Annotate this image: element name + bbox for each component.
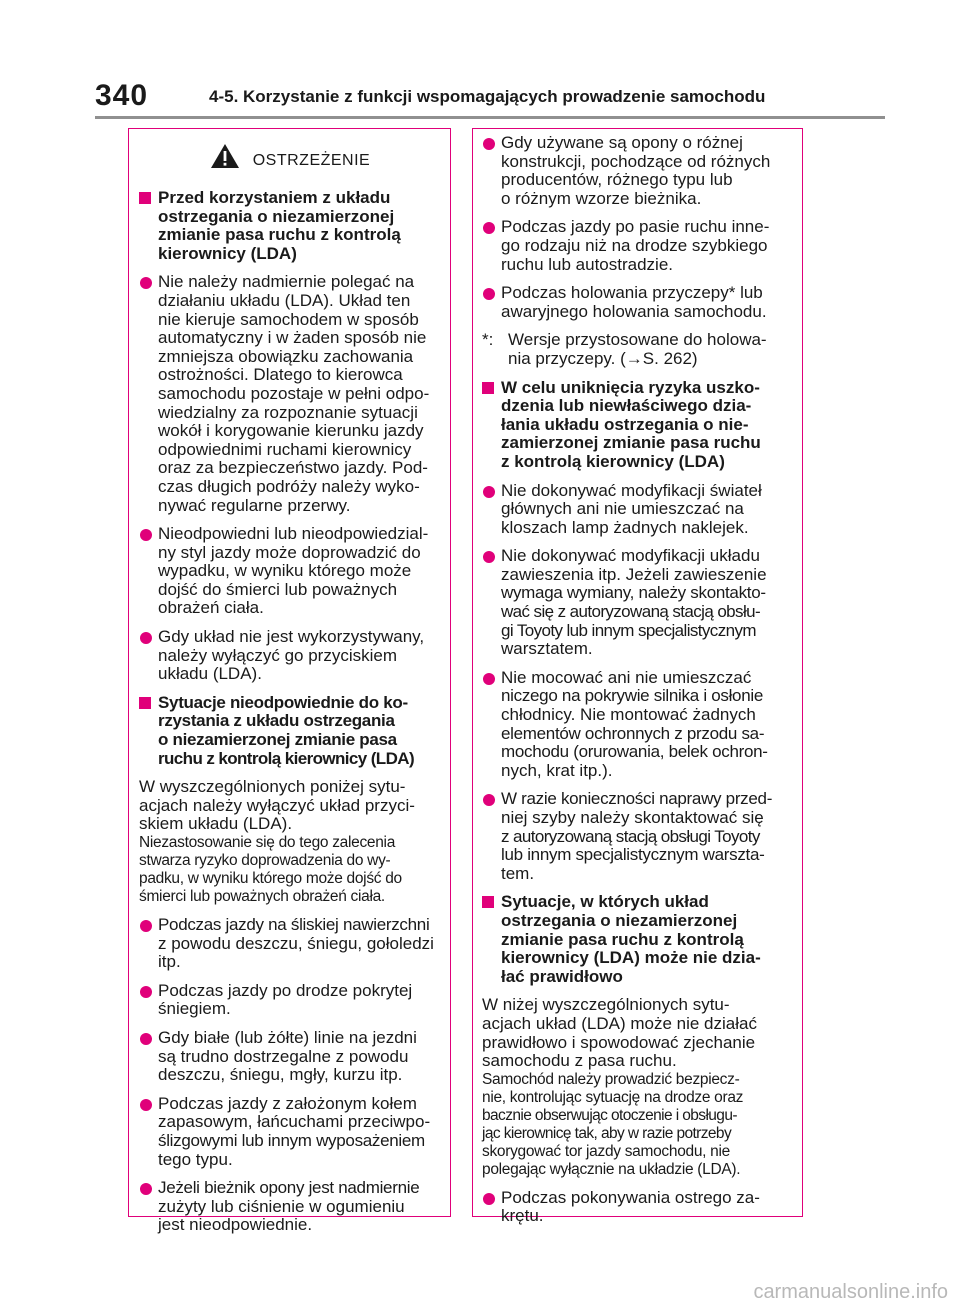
text-line: odpowiednimi ruchami kierownicy	[158, 439, 412, 459]
bullet-icon	[483, 486, 495, 498]
footnote	[482, 331, 793, 368]
text-line: Podczas pokonywania ostrego za-	[501, 1187, 760, 1207]
text-line: deszczu, śniegu, mgły, kurzu itp.	[158, 1065, 403, 1085]
list-item	[482, 134, 793, 208]
text-line: nywać regularne przerwy.	[158, 495, 351, 515]
text-line: jąc kierownicę tak, aby w razie potrzeby	[482, 1124, 732, 1142]
bullet-icon	[483, 138, 495, 150]
text-line: niczego na pokrywie silnika i osłonie	[501, 686, 763, 706]
heading-line: W celu uniknięcia ryzyka uszko-	[501, 377, 760, 397]
heading-line: ruchu z kontrolą kierownicy (LDA)	[158, 748, 415, 768]
bullet-icon	[140, 529, 152, 541]
text-line: go rodzaju niż na drodze szybkiego	[501, 235, 768, 255]
square-bullet-icon	[482, 382, 494, 394]
bullet-icon	[140, 1033, 152, 1045]
bullet-icon	[483, 673, 495, 685]
list-item	[482, 547, 793, 659]
text-line: zawieszenia itp. Jeżeli zawieszenie	[501, 564, 767, 584]
text-line: śmierci lub poważnych obrażeń ciała.	[139, 888, 385, 905]
bullet-icon	[140, 920, 152, 932]
section-heading	[139, 189, 441, 263]
text-line: acjach układ (LDA) może nie działać	[482, 1013, 757, 1033]
list-item	[482, 284, 793, 321]
bullet-icon	[140, 986, 152, 998]
text-line: działaniu układu (LDA). Układ ten	[158, 290, 411, 310]
text-line: zmniejsza obowiązku zachowania	[158, 346, 414, 366]
text-line: głównych ani nie umieszczać na	[501, 499, 744, 519]
square-bullet-icon	[482, 896, 494, 908]
section-heading	[139, 694, 441, 768]
heading-line: ostrzegania o niezamierzonej	[158, 206, 395, 226]
text-line: chłodnicy. Nie montować żadnych	[501, 705, 756, 725]
text-line: Podczas jazdy po drodze pokrytej	[158, 980, 413, 1000]
text-line: z powodu deszczu, śniegu, gołoledzi	[158, 933, 434, 953]
watermark: carmanualsonline.info	[753, 1281, 948, 1303]
bullet-icon	[483, 551, 495, 563]
text-line: wymaga wymiany, należy skontakto-	[501, 583, 766, 603]
text-line: Gdy używane są opony o różnej	[501, 133, 743, 152]
text-line: obrażeń ciała.	[158, 598, 264, 618]
text-line: z autoryzowaną stacją obsługi Toyoty	[501, 826, 760, 846]
warning-triangle-icon	[210, 143, 240, 179]
text-line: itp.	[158, 952, 181, 972]
bullet-icon	[140, 277, 152, 289]
heading-line: zmianie pasa ruchu z kontrolą	[158, 225, 401, 245]
heading-line: Sytuacje nieodpowiednie do ko-	[158, 692, 408, 712]
list-item	[139, 1179, 441, 1235]
text-line: wypadku, w wyniku którego może	[158, 561, 412, 581]
text-line: oraz za bezpieczeństwo jazdy. Pod-	[158, 458, 428, 478]
text-line: skorygować tor jazdy samochodu, nie	[482, 1142, 730, 1160]
list-item	[139, 982, 441, 1019]
text-line: ostrożności. Dlatego to kierowca	[158, 365, 403, 385]
section-heading	[482, 893, 793, 986]
text-line: jest nieodpowiednie.	[158, 1215, 313, 1235]
text-line: kloszach lamp żadnych naklejek.	[501, 517, 749, 537]
text-line: o różnym wzorze bieżnika.	[501, 188, 702, 208]
text-line: bacznie obserwując otoczenie i obsługu-	[482, 1106, 737, 1124]
bullet-icon	[140, 632, 152, 644]
text-line: wać się z autoryzowaną stacją obsłu-	[501, 602, 761, 622]
section-title: 4-5. Korzystanie z funkcji wspomagających prowadzenie samochodu	[209, 87, 766, 106]
list-item	[139, 273, 441, 515]
heading-line: dzenia lub niewłaściwego dzia-	[501, 396, 752, 416]
list-item	[139, 916, 441, 972]
text-line: Jeżeli bieżnik opony jest nadmiernie	[158, 1178, 420, 1198]
text-line: Nie należy nadmiernie polegać na	[158, 272, 415, 292]
list-item	[139, 628, 441, 684]
text-line: Nie dokonywać modyfikacji świateł	[501, 480, 762, 500]
text-line: czas długich podróży należy wyko-	[158, 476, 420, 496]
bullet-icon	[483, 1193, 495, 1205]
list-item	[482, 669, 793, 781]
heading-line: zmianie pasa ruchu z kontrolą	[501, 929, 744, 949]
heading-line: Przed korzystaniem z układu	[158, 188, 391, 207]
text-line: Podczas jazdy po pasie ruchu inne-	[501, 217, 770, 237]
bullet-icon	[140, 1183, 152, 1195]
text-line: W razie konieczności naprawy przed-	[501, 789, 773, 809]
heading-line: zamierzonej zmianie pasa ruchu	[501, 433, 761, 453]
text-line: ślizgowymi lub innym wyposażeniem	[158, 1130, 425, 1150]
heading-line: kierownicy (LDA)	[158, 243, 297, 263]
text-line: polegając wyłącznie na układzie (LDA).	[482, 1160, 741, 1178]
heading-line: Sytuacje, w których układ	[501, 892, 709, 912]
text-line: dojść do śmierci lub poważnych	[158, 579, 398, 599]
text-line: ruchu lub autostradzie.	[501, 254, 673, 274]
text-line: Wersje przystosowane do holowa-	[508, 330, 767, 350]
text-line: W niżej wyszczególnionych sytu-	[482, 995, 730, 1015]
text-line: ny styl jazdy może doprowadzić do	[158, 542, 421, 562]
footnote-marker: *:	[482, 330, 494, 350]
text-line: samochodu pozostaje w pełni odpo-	[158, 383, 430, 403]
text-line: lub innym specjalistycznym warszta-	[501, 845, 765, 865]
text-line: mochodu (orurowania, belek ochron-	[501, 742, 768, 762]
text-line: warsztatem.	[501, 639, 593, 659]
list-item	[139, 1029, 441, 1085]
text-line: Nie mocować ani nie umieszczać	[501, 667, 752, 687]
heading-line: z kontrolą kierownicy (LDA)	[501, 451, 725, 471]
text-line: prawidłowo i spowodować zjechanie	[482, 1032, 756, 1052]
text-line: układu (LDA).	[158, 664, 262, 684]
text-line: tem.	[501, 863, 535, 883]
text-line: padku, w wyniku którego może dojść do	[139, 870, 402, 887]
text-line: gi Toyoty lub innym specjalistycznym	[501, 620, 756, 640]
text-line: niej szyby należy skontaktować się	[501, 808, 764, 827]
text-line: automatyczny i w żaden sposób nie	[158, 328, 427, 348]
text-line: producentów, różnego typu lub	[501, 170, 733, 190]
text-line: krętu.	[501, 1206, 544, 1226]
text-line: Podczas jazdy z założonym kołem	[158, 1093, 417, 1113]
text-line: należy wyłączyć go przyciskiem	[158, 645, 398, 665]
warning-title-row	[139, 143, 441, 171]
square-bullet-icon	[139, 192, 151, 204]
note-paragraph	[482, 1071, 793, 1179]
text-line: acjach należy wyłączyć układ przyci-	[139, 795, 415, 815]
text-line: wiedzialny za rozpoznanie sytuacji	[158, 402, 418, 422]
header-divider	[95, 116, 885, 119]
text-line: śniegiem.	[158, 999, 231, 1019]
heading-line: kierownicy (LDA) może nie dzia-	[501, 948, 761, 968]
text-line: wokół i korygowanie kierunku jazdy	[158, 421, 424, 441]
warning-box-left	[128, 128, 451, 1235]
heading-line: łać prawidłowo	[501, 966, 623, 986]
text-line: nie kieruje samochodem w sposób	[158, 309, 419, 329]
text-line: zużyty lub ciśnienie w ogumieniu	[158, 1196, 405, 1216]
heading-line: ostrzegania o niezamierzonej	[501, 910, 738, 930]
bullet-icon	[140, 1099, 152, 1111]
text-line: Podczas holowania przyczepy* lub	[501, 283, 763, 303]
text-line: są trudno dostrzegalne z powodu	[158, 1046, 409, 1066]
note-paragraph	[139, 834, 441, 906]
text-line: zapasowym, łańcuchami przeciwpo-	[158, 1112, 431, 1132]
text-line: stwarza ryzyko doprowadzenia do wy-	[139, 852, 391, 869]
bullet-icon	[483, 222, 495, 234]
list-item	[482, 218, 793, 274]
text-line: Samochód należy prowadzić bezpiecz-	[482, 1070, 740, 1088]
text-line: W wyszczególnionych poniżej sytu-	[139, 777, 406, 797]
heading-line: łania układu ostrzegania o nie-	[501, 414, 749, 434]
text-line: Gdy układ nie jest wykorzystywany,	[158, 627, 425, 647]
warning-title: OSTRZEŻENIE	[252, 152, 371, 170]
bullet-icon	[483, 288, 495, 300]
text-line: nie, kontrolując sytuację na drodze oraz	[482, 1088, 744, 1106]
text-line: awaryjnego holowania samochodu.	[501, 301, 767, 321]
text-line: skiem układu (LDA).	[139, 814, 293, 834]
list-item	[482, 482, 793, 538]
text-line: Nie dokonywać modyfikacji układu	[501, 546, 760, 566]
page-header	[95, 78, 885, 118]
list-item	[482, 1189, 793, 1226]
warning-box-right	[472, 128, 803, 1226]
text-line: elementów ochronnych z przodu sa-	[501, 723, 765, 743]
text-line: tego typu.	[158, 1149, 233, 1169]
heading-line: o niezamierzonej zmianie pasa	[158, 730, 397, 750]
text-line: Gdy białe (lub żółte) linie na jezdni	[158, 1027, 417, 1047]
square-bullet-icon	[139, 697, 151, 709]
list-item	[482, 790, 793, 883]
text-line: Nieodpowiedni lub nieodpowiedzial-	[158, 524, 429, 544]
text-line: Niezastosowanie się do tego zalecenia	[139, 834, 396, 851]
text-line: konstrukcji, pochodzące od różnych	[501, 151, 771, 171]
text-line: nych, krat itp.).	[501, 760, 613, 780]
section-heading	[482, 379, 793, 472]
heading-line: rzystania z układu ostrzegania	[158, 711, 395, 731]
bullet-icon	[483, 794, 495, 806]
list-item	[139, 1095, 441, 1169]
page-number: 340	[95, 79, 149, 112]
text-line: nia przyczepy. (→S. 262)	[508, 348, 698, 368]
text-line: samochodu z pasa ruchu.	[482, 1051, 677, 1071]
list-item	[139, 525, 441, 618]
text-line: Podczas jazdy na śliskiej nawierzchni	[158, 915, 430, 934]
